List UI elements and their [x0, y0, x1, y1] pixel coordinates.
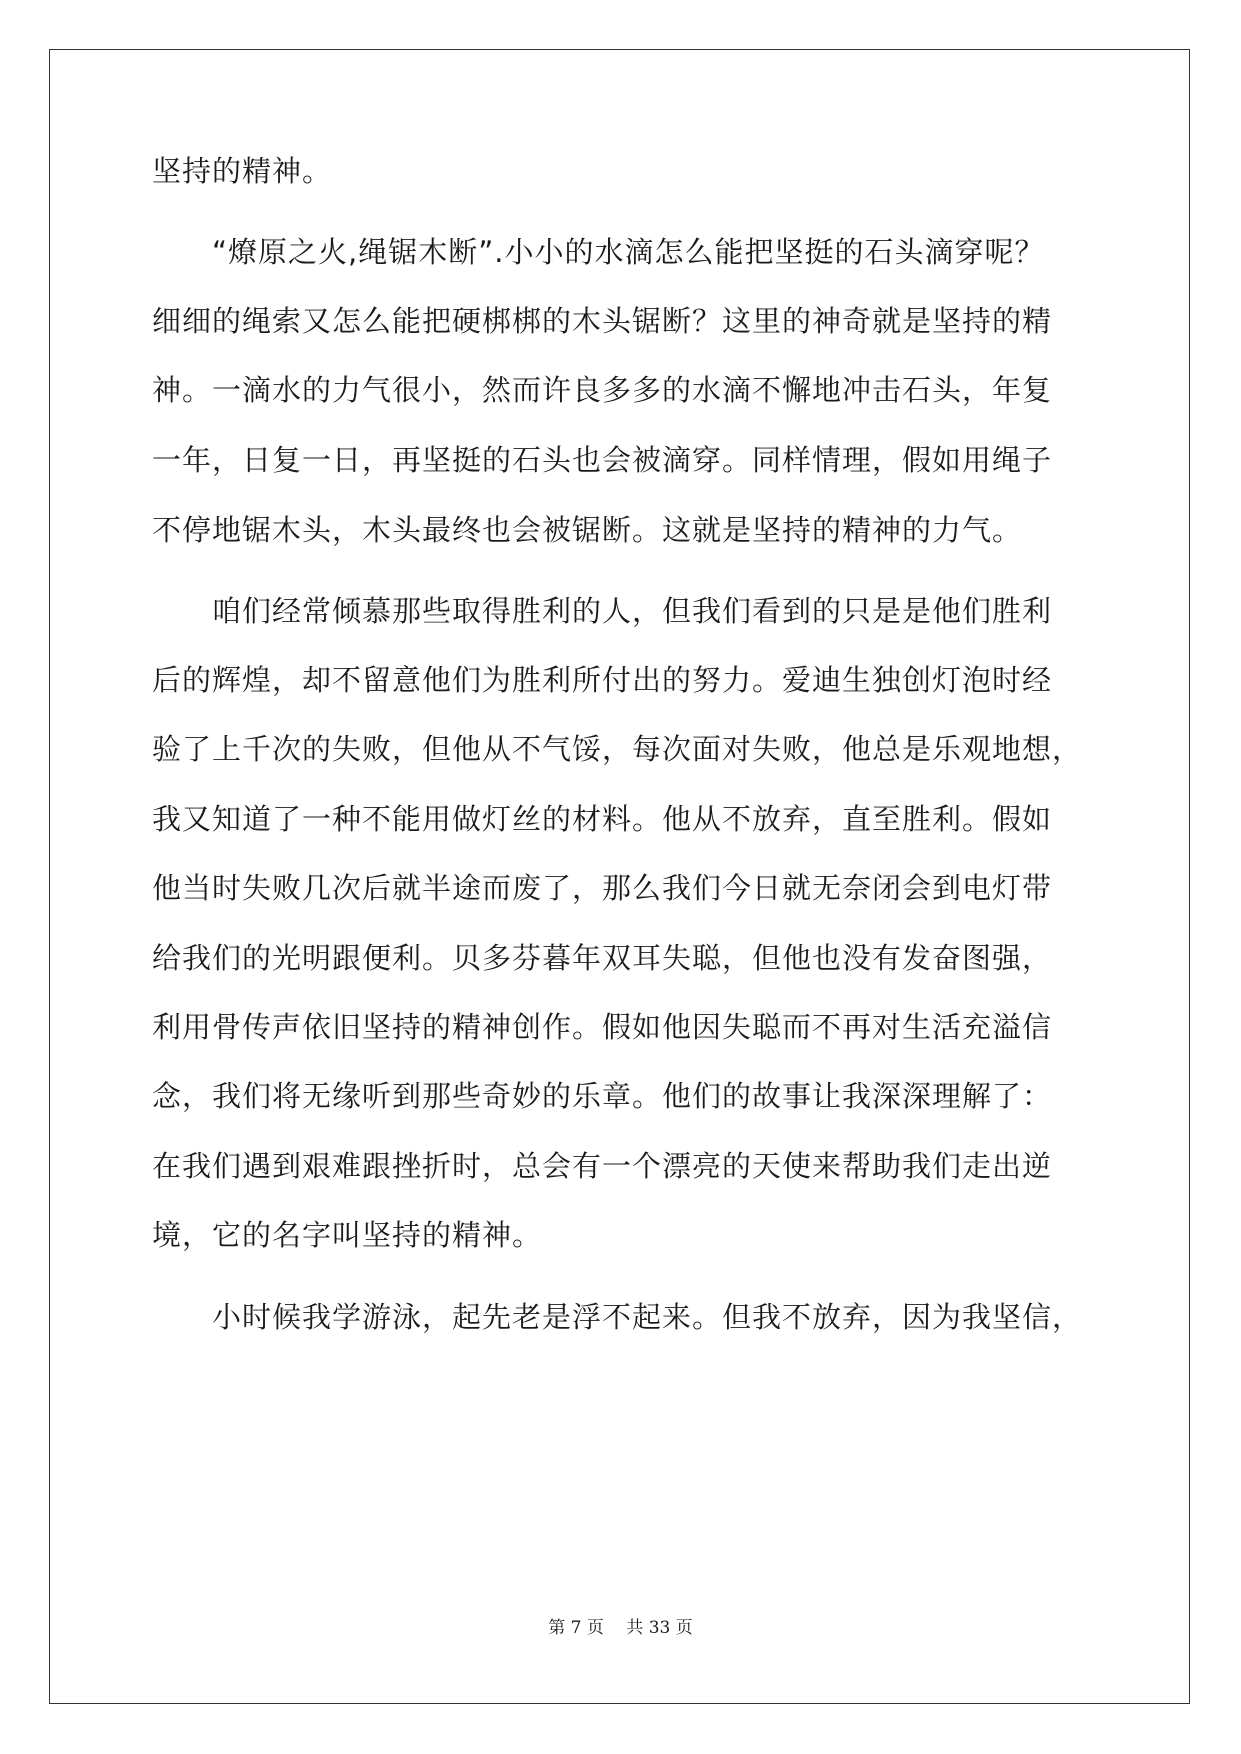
- text-line: 不停地锯木头，木头最终也会被锯断。这就是坚持的精神的力气。: [152, 513, 1023, 547]
- text-line: 咱们经常倾慕那些取得胜利的人，但我们看到的只是是他们胜利: [152, 594, 1053, 628]
- text-line: 在我们遇到艰难跟挫折时，总会有一个漂亮的天使来帮助我们走出逆: [152, 1149, 1053, 1183]
- text-line: “燎原之火,绳锯木断”.小小的水滴怎么能把坚挺的石头滴穿呢？: [152, 235, 1045, 269]
- text-line: 境，它的名字叫坚持的精神。: [152, 1218, 543, 1252]
- text-line: 我又知道了一种不能用做灯丝的材料。他从不放弃，直至胜利。假如: [152, 802, 1053, 836]
- text-line: 细细的绳索又怎么能把硬梆梆的木头锯断？这里的神奇就是坚持的精: [152, 304, 1053, 338]
- text-line: 坚持的精神。: [152, 154, 333, 188]
- text-line: 念，我们将无缘听到那些奇妙的乐章。他们的故事让我深深理解了：: [152, 1079, 1053, 1113]
- page-number-footer: 第 7 页 共 33 页: [548, 1618, 693, 1638]
- text-line: 神。一滴水的力气很小，然而许良多多的水滴不懈地冲击石头，年复: [152, 373, 1053, 407]
- text-line: 后的辉煌，却不留意他们为胜利所付出的努力。爱迪生独创灯泡时经: [152, 663, 1053, 697]
- text-line: 他当时失败几次后就半途而废了，那么我们今日就无奈闭会到电灯带: [152, 871, 1053, 905]
- text-line: 一年，日复一日，再坚挺的石头也会被滴穿。同样情理，假如用绳子: [152, 443, 1053, 477]
- text-line: 小时候我学游泳，起先老是浮不起来。但我不放弃，因为我坚信，: [152, 1300, 1083, 1334]
- text-line: 利用骨传声依旧坚持的精神创作。假如他因失聪而不再对生活充溢信: [152, 1010, 1053, 1044]
- text-line: 验了上千次的失败，但他从不气馁，每次面对失败，他总是乐观地想，: [152, 732, 1083, 766]
- text-line: 给我们的光明跟便利。贝多芬暮年双耳失聪，但他也没有发奋图强，: [152, 941, 1053, 975]
